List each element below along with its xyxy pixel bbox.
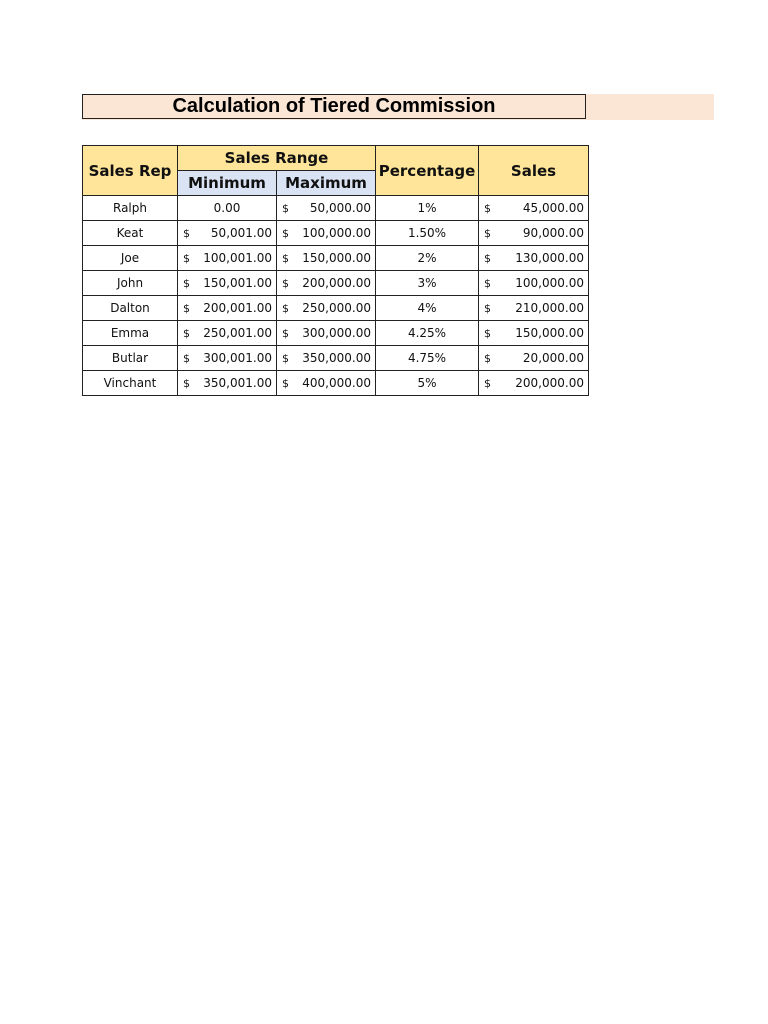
sheet-title[interactable]: Calculation of Tiered Commission bbox=[82, 94, 586, 119]
cell-minimum-content bbox=[178, 371, 276, 395]
cell-maximum-content bbox=[277, 321, 375, 345]
cell-sales-rep[interactable]: Dalton bbox=[83, 296, 178, 321]
cell-maximum-value: 50,000.00 bbox=[309, 201, 371, 215]
cell-sales-rep[interactable]: Emma bbox=[83, 321, 178, 346]
table-row bbox=[83, 271, 589, 296]
currency-symbol: $ bbox=[484, 351, 491, 365]
currency-symbol: $ bbox=[484, 376, 491, 390]
header-minimum[interactable]: Minimum bbox=[178, 171, 277, 196]
cell-sales-value: 130,000.00 bbox=[515, 251, 584, 265]
cell-sales-value: 20,000.00 bbox=[522, 351, 584, 365]
cell-maximum[interactable] bbox=[277, 346, 376, 371]
currency-symbol: $ bbox=[183, 326, 190, 340]
currency-symbol: $ bbox=[484, 201, 491, 215]
cell-sales[interactable] bbox=[479, 271, 589, 296]
table-row bbox=[83, 221, 589, 246]
currency-symbol: $ bbox=[183, 226, 190, 240]
currency-symbol: $ bbox=[282, 351, 289, 365]
cell-maximum[interactable] bbox=[277, 221, 376, 246]
table-row bbox=[83, 371, 589, 396]
currency-symbol: $ bbox=[484, 276, 491, 290]
cell-minimum[interactable] bbox=[178, 296, 277, 321]
header-maximum[interactable]: Maximum bbox=[277, 171, 376, 196]
cell-minimum-content bbox=[178, 321, 276, 345]
cell-minimum-value: 100,001.00 bbox=[203, 251, 272, 265]
cell-sales[interactable] bbox=[479, 221, 589, 246]
cell-sales-value: 210,000.00 bbox=[515, 301, 584, 315]
cell-percentage[interactable]: 4.75% bbox=[376, 346, 479, 371]
currency-symbol: $ bbox=[183, 276, 190, 290]
cell-percentage[interactable]: 1% bbox=[376, 196, 479, 221]
cell-maximum-content bbox=[277, 221, 375, 245]
cell-sales-content bbox=[479, 371, 588, 395]
currency-symbol: $ bbox=[484, 226, 491, 240]
cell-sales-content bbox=[479, 346, 588, 370]
cell-maximum-value: 250,000.00 bbox=[302, 301, 371, 315]
header-percentage[interactable]: Percentage bbox=[376, 146, 479, 196]
cell-sales-value: 100,000.00 bbox=[515, 276, 584, 290]
cell-sales-value: 45,000.00 bbox=[522, 201, 584, 215]
currency-symbol: $ bbox=[183, 251, 190, 265]
cell-minimum[interactable] bbox=[178, 271, 277, 296]
table-row bbox=[83, 196, 589, 221]
cell-minimum[interactable] bbox=[178, 346, 277, 371]
cell-maximum[interactable] bbox=[277, 246, 376, 271]
cell-maximum-content bbox=[277, 346, 375, 370]
cell-percentage[interactable]: 3% bbox=[376, 271, 479, 296]
cell-minimum[interactable] bbox=[178, 371, 277, 396]
currency-symbol: $ bbox=[183, 351, 190, 365]
currency-symbol: $ bbox=[484, 301, 491, 315]
cell-sales[interactable] bbox=[479, 371, 589, 396]
cell-minimum-value: 300,001.00 bbox=[203, 351, 272, 365]
cell-minimum-value: 250,001.00 bbox=[203, 326, 272, 340]
cell-maximum-content bbox=[277, 371, 375, 395]
cell-maximum[interactable] bbox=[277, 321, 376, 346]
cell-sales-content bbox=[479, 246, 588, 270]
cell-percentage[interactable]: 5% bbox=[376, 371, 479, 396]
cell-sales[interactable] bbox=[479, 296, 589, 321]
cell-maximum[interactable] bbox=[277, 296, 376, 321]
cell-sales-value: 200,000.00 bbox=[515, 376, 584, 390]
cell-sales[interactable] bbox=[479, 196, 589, 221]
cell-minimum-value: 0.00 bbox=[213, 201, 241, 215]
currency-symbol: $ bbox=[282, 226, 289, 240]
cell-minimum-content bbox=[178, 346, 276, 370]
cell-minimum-content bbox=[178, 246, 276, 270]
cell-minimum-value: 50,001.00 bbox=[210, 226, 272, 240]
cell-minimum-value: 350,001.00 bbox=[203, 376, 272, 390]
cell-maximum-value: 400,000.00 bbox=[302, 376, 371, 390]
currency-symbol: $ bbox=[484, 326, 491, 340]
currency-symbol: $ bbox=[282, 326, 289, 340]
cell-sales-rep[interactable]: Keat bbox=[83, 221, 178, 246]
commission-table bbox=[82, 145, 589, 396]
cell-sales[interactable] bbox=[479, 321, 589, 346]
cell-sales-content bbox=[479, 221, 588, 245]
cell-minimum-value: 200,001.00 bbox=[203, 301, 272, 315]
cell-minimum[interactable] bbox=[178, 246, 277, 271]
cell-maximum-value: 350,000.00 bbox=[302, 351, 371, 365]
cell-maximum[interactable] bbox=[277, 271, 376, 296]
cell-maximum-value: 300,000.00 bbox=[302, 326, 371, 340]
table-body bbox=[83, 196, 589, 396]
table-row bbox=[83, 321, 589, 346]
currency-symbol: $ bbox=[484, 251, 491, 265]
cell-maximum-content bbox=[277, 246, 375, 270]
cell-sales-content bbox=[479, 296, 588, 320]
cell-percentage[interactable]: 4.25% bbox=[376, 321, 479, 346]
cell-minimum-value: 150,001.00 bbox=[203, 276, 272, 290]
table-row bbox=[83, 296, 589, 321]
header-sales-rep[interactable]: Sales Rep bbox=[83, 146, 178, 196]
cell-sales-rep[interactable]: John bbox=[83, 271, 178, 296]
cell-minimum[interactable] bbox=[178, 196, 277, 221]
cell-percentage[interactable]: 1.50% bbox=[376, 221, 479, 246]
currency-symbol: $ bbox=[183, 376, 190, 390]
cell-maximum-value: 200,000.00 bbox=[302, 276, 371, 290]
cell-maximum-content bbox=[277, 296, 375, 320]
currency-symbol: $ bbox=[282, 276, 289, 290]
cell-percentage[interactable]: 2% bbox=[376, 246, 479, 271]
cell-maximum-content bbox=[277, 271, 375, 295]
cell-sales-rep[interactable]: Ralph bbox=[83, 196, 178, 221]
cell-sales-content bbox=[479, 271, 588, 295]
cell-minimum[interactable] bbox=[178, 321, 277, 346]
cell-sales-rep[interactable]: Butlar bbox=[83, 346, 178, 371]
cell-sales-value: 90,000.00 bbox=[522, 226, 584, 240]
header-sales[interactable]: Sales bbox=[479, 146, 589, 196]
currency-symbol: $ bbox=[282, 301, 289, 315]
cell-minimum-content bbox=[178, 221, 276, 245]
cell-minimum[interactable] bbox=[178, 221, 277, 246]
table-row bbox=[83, 346, 589, 371]
header-sales-range[interactable]: Sales Range bbox=[178, 146, 376, 171]
cell-maximum[interactable] bbox=[277, 196, 376, 221]
cell-minimum-content bbox=[178, 296, 276, 320]
cell-maximum-value: 100,000.00 bbox=[302, 226, 371, 240]
cell-sales-value: 150,000.00 bbox=[515, 326, 584, 340]
currency-symbol: $ bbox=[183, 301, 190, 315]
cell-percentage[interactable]: 4% bbox=[376, 296, 479, 321]
currency-symbol: $ bbox=[282, 376, 289, 390]
cell-sales-rep[interactable]: Joe bbox=[83, 246, 178, 271]
cell-minimum-content bbox=[178, 271, 276, 295]
cell-maximum[interactable] bbox=[277, 371, 376, 396]
table-row bbox=[83, 246, 589, 271]
currency-symbol: $ bbox=[282, 201, 289, 215]
cell-sales[interactable] bbox=[479, 246, 589, 271]
cell-sales-content bbox=[479, 196, 588, 220]
cell-sales-rep[interactable]: Vinchant bbox=[83, 371, 178, 396]
cell-sales-content bbox=[479, 321, 588, 345]
currency-symbol: $ bbox=[282, 251, 289, 265]
cell-maximum-content bbox=[277, 196, 375, 220]
cell-maximum-value: 150,000.00 bbox=[302, 251, 371, 265]
cell-sales[interactable] bbox=[479, 346, 589, 371]
